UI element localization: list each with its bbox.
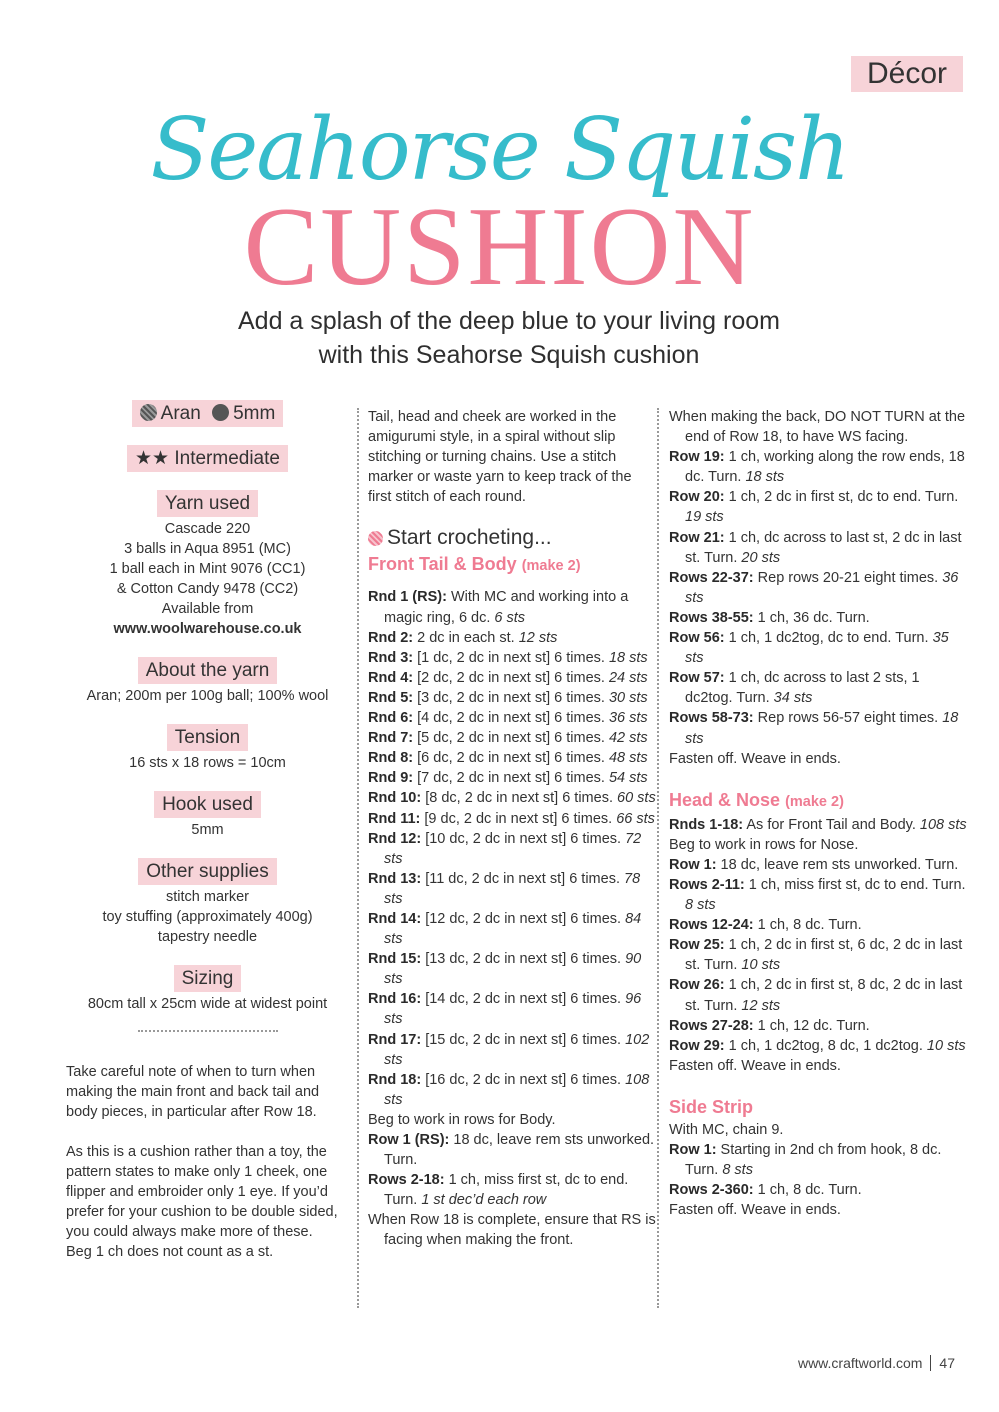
row-key: Row 26: bbox=[669, 977, 725, 994]
pattern-row bbox=[669, 1120, 969, 1140]
pattern-row bbox=[669, 875, 969, 915]
row-key: Rnd 3: bbox=[368, 649, 414, 666]
head-make-count: (make 2) bbox=[785, 793, 844, 810]
supply-item: tapestry needle bbox=[157, 929, 258, 945]
section-tag: Décor bbox=[851, 56, 963, 92]
row-text: With MC, chain 9. bbox=[669, 1121, 784, 1138]
pattern-row bbox=[368, 1070, 658, 1110]
pattern-row bbox=[368, 728, 658, 748]
title-main: CUSHION bbox=[243, 185, 756, 309]
note-1: Take careful note of when to turn when making the main front and back tail and body pieces, in particular after Row 18. bbox=[66, 1064, 320, 1120]
supplies-list bbox=[70, 887, 345, 947]
row-text: 1 ch, dc across to last st, 2 dc in last st. Turn. bbox=[685, 529, 962, 566]
row-key: Rows 58-73: bbox=[669, 710, 754, 727]
yarn-ball-icon bbox=[140, 404, 157, 421]
row-count: 30 sts bbox=[608, 689, 648, 706]
pattern-row bbox=[669, 528, 969, 568]
pattern-row bbox=[669, 815, 969, 835]
title-script: Seahorse Squish bbox=[150, 100, 849, 200]
row-text: [13 dc, 2 dc in next st] 6 times. bbox=[421, 951, 626, 968]
front-make-count: (make 2) bbox=[521, 558, 581, 575]
row-text: Fasten off. Weave in ends. bbox=[669, 1202, 841, 1219]
row-key: Rows 2-360: bbox=[669, 1182, 754, 1199]
start-heading bbox=[368, 525, 658, 551]
pattern-row bbox=[669, 855, 969, 875]
yarn-line: Available from bbox=[161, 601, 254, 617]
yarn-line: & Cotton Candy 9478 (CC2) bbox=[116, 581, 299, 597]
row-text: [14 dc, 2 dc in next st] 6 times. bbox=[421, 991, 626, 1008]
row-text: [1 dc, 2 dc in next st] 6 times. bbox=[413, 649, 609, 666]
yarn-used-label: Yarn used bbox=[157, 490, 258, 517]
row-text: Fasten off. Weave in ends. bbox=[669, 1057, 841, 1074]
row-key: Rnd 4: bbox=[368, 669, 414, 686]
yarn-weight: Aran bbox=[160, 403, 201, 424]
row-key: Rnd 11: bbox=[368, 810, 421, 827]
pattern-row bbox=[669, 749, 969, 769]
row-count: 8 sts bbox=[685, 897, 716, 914]
row-key: Row 19: bbox=[669, 449, 725, 466]
row-key: Rnd 2: bbox=[368, 629, 414, 646]
footer-site[interactable]: www.craftworld.com bbox=[797, 1355, 923, 1371]
row-text: 1 ch, 2 dc in first st, 6 dc, 2 dc in last st. Turn. bbox=[685, 937, 963, 974]
row-count: 90 sts bbox=[384, 951, 642, 988]
row-count: 36 sts bbox=[608, 710, 648, 727]
row-text: 1 ch, working along the row ends, 18 dc. Turn. bbox=[685, 449, 965, 486]
row-key: Rows 38-55: bbox=[669, 609, 754, 626]
row-count: 34 sts bbox=[773, 690, 813, 707]
row-count: 24 sts bbox=[608, 669, 648, 686]
column-divider-1 bbox=[357, 408, 359, 1308]
pattern-row bbox=[669, 708, 969, 748]
row-text: [11 dc, 2 dc in next st] 6 times. bbox=[421, 870, 624, 887]
pattern-row bbox=[669, 568, 969, 608]
notes bbox=[66, 1062, 341, 1262]
row-key: Rnd 5: bbox=[368, 689, 414, 706]
pattern-row bbox=[669, 628, 969, 668]
pattern-row bbox=[669, 915, 969, 935]
supply-item: stitch marker bbox=[166, 889, 249, 905]
hook-icon bbox=[212, 404, 229, 421]
row-key: Rows 22-37: bbox=[669, 569, 754, 586]
page-number: 47 bbox=[939, 1355, 955, 1371]
row-text: Fasten off. Weave in ends. bbox=[669, 750, 841, 767]
row-count: 84 sts bbox=[384, 910, 642, 948]
row-text: 1 ch, 2 dc in first st, 8 dc, 2 dc in last st. Turn. bbox=[685, 977, 963, 1014]
pattern-row bbox=[368, 1210, 658, 1250]
pattern-row bbox=[368, 989, 658, 1029]
pattern-row bbox=[669, 975, 969, 1015]
pattern-row bbox=[368, 1130, 658, 1170]
pattern-row bbox=[669, 935, 969, 975]
yarn-lines bbox=[70, 519, 345, 619]
row-count: 19 sts bbox=[685, 509, 724, 526]
row-text: [7 dc, 2 dc in next st] 6 times. bbox=[413, 770, 609, 787]
row-key: Rnd 16: bbox=[368, 991, 422, 1008]
row-text: Rep rows 56-57 eight times. bbox=[753, 710, 943, 727]
row-text: [16 dc, 2 dc in next st] 6 times. bbox=[421, 1071, 626, 1088]
row-text: 1 ch, 2 dc in first st, dc to end. Turn. bbox=[724, 489, 959, 506]
row-key: Row 20: bbox=[669, 489, 725, 506]
subtitle bbox=[0, 304, 999, 372]
strip-heading: Side Strip bbox=[669, 1096, 754, 1117]
row-text: 1 ch, 36 dc. Turn. bbox=[753, 609, 870, 626]
hook-used-label: Hook used bbox=[154, 791, 261, 818]
row-text: When Row 18 is complete, ensure that RS is facing when making the front. bbox=[368, 1212, 656, 1249]
front-heading-text: Front Tail & Body bbox=[368, 554, 517, 575]
row-count: 18 sts bbox=[745, 469, 785, 486]
row-count: 36 sts bbox=[685, 569, 959, 606]
difficulty-label: ★★ Intermediate bbox=[127, 445, 288, 472]
row-count: 102 sts bbox=[384, 1031, 650, 1068]
row-key: Rnd 7: bbox=[368, 730, 414, 747]
row-key: Row 56: bbox=[669, 630, 725, 647]
head-rows bbox=[669, 815, 969, 1076]
row-count: 12 sts bbox=[741, 997, 781, 1014]
hook-size: 5mm bbox=[233, 403, 276, 424]
pattern-row bbox=[669, 487, 969, 527]
note-2: As this is a cushion rather than a toy, the pattern states to make only 1 cheek, one flipper and embroider only 1 eye. If you’d prefer for your cushion to be double sided, you could always make more of these. bbox=[66, 1144, 338, 1240]
head-heading-text: Head & Nose bbox=[669, 789, 781, 810]
row-text: As for Front Tail and Body. bbox=[743, 816, 920, 833]
row-text: 1 ch, 12 dc. Turn. bbox=[753, 1017, 870, 1034]
row-text: [9 dc, 2 dc in next st] 6 times. bbox=[420, 810, 617, 827]
row-count: 42 sts bbox=[608, 730, 648, 747]
row-count: 18 sts bbox=[608, 649, 648, 666]
row-key: Rnd 1 (RS): bbox=[368, 589, 447, 606]
pattern-row bbox=[368, 768, 658, 788]
subtitle-line-2: with this Seahorse Squish cushion bbox=[318, 341, 700, 369]
pattern-row bbox=[669, 447, 969, 487]
row-text: [12 dc, 2 dc in next st] 6 times. bbox=[421, 910, 626, 927]
row-key: Rnd 6: bbox=[368, 710, 414, 727]
pattern-column-middle bbox=[368, 407, 658, 1251]
row-key: Rnd 13: bbox=[368, 870, 422, 887]
row-text: [6 dc, 2 dc in next st] 6 times. bbox=[413, 750, 609, 767]
row-key: Row 25: bbox=[669, 937, 725, 954]
tension-label: Tension bbox=[167, 724, 249, 751]
pattern-row bbox=[669, 1056, 969, 1076]
yarn-line: 1 ball each in Mint 9076 (CC1) bbox=[109, 561, 306, 577]
pattern-row bbox=[368, 688, 658, 708]
row-count: 78 sts bbox=[384, 870, 641, 907]
row-key: Rnd 9: bbox=[368, 770, 414, 787]
row-text: Beg to work in rows for Body. bbox=[368, 1111, 556, 1128]
pattern-row bbox=[368, 1030, 658, 1070]
back-rows bbox=[669, 407, 969, 769]
row-key: Row 1: bbox=[669, 856, 717, 873]
pattern-row bbox=[669, 1180, 969, 1200]
row-text: Starting in 2nd ch from hook, 8 dc. Turn. bbox=[685, 1142, 942, 1179]
pattern-row bbox=[368, 668, 658, 688]
row-text: 1 ch, 8 dc. Turn. bbox=[753, 1182, 862, 1199]
row-text: [2 dc, 2 dc in next st] 6 times. bbox=[413, 669, 609, 686]
row-count: 48 sts bbox=[608, 750, 648, 767]
row-count: 20 sts bbox=[741, 549, 781, 566]
row-key: Rnds 1-18: bbox=[669, 816, 744, 833]
yarn-url[interactable]: www.woolwarehouse.co.uk bbox=[113, 621, 302, 637]
row-text: 1 ch, miss first st, dc to end. Turn. bbox=[384, 1172, 629, 1209]
head-heading bbox=[669, 787, 969, 815]
pattern-row bbox=[368, 809, 658, 829]
row-key: Rows 12-24: bbox=[669, 917, 754, 934]
row-count: 35 sts bbox=[685, 630, 949, 667]
pattern-row bbox=[669, 608, 969, 628]
row-count: 10 sts bbox=[741, 957, 781, 974]
strip-rows bbox=[669, 1120, 969, 1220]
pattern-row bbox=[368, 1170, 658, 1210]
pattern-row bbox=[368, 587, 658, 627]
row-count: 18 sts bbox=[685, 710, 959, 747]
row-text: [3 dc, 2 dc in next st] 6 times. bbox=[413, 689, 609, 706]
about-yarn-text: Aran; 200m per 100g ball; 100% wool bbox=[86, 688, 329, 704]
subtitle-line-1: Add a splash of the deep blue to your living room bbox=[237, 307, 780, 335]
intro-text: Tail, head and cheek are worked in the amigurumi style, in a spiral without slip stitching or turning chains. Use a stitch marker or waste yarn to keep track of the first stitch of each round. bbox=[368, 409, 632, 506]
row-key: Rnd 12: bbox=[368, 830, 422, 847]
row-text: 1 ch, dc across to last 2 sts, 1 dc2tog. Turn. bbox=[685, 670, 920, 707]
front-heading bbox=[368, 551, 658, 579]
pattern-column-right bbox=[669, 407, 969, 1220]
row-text: [4 dc, 2 dc in next st] 6 times. bbox=[413, 710, 609, 727]
row-count: 108 sts bbox=[384, 1071, 650, 1108]
row-text: 1 ch, miss first st, dc to end. Turn. bbox=[744, 876, 966, 893]
pattern-row bbox=[669, 407, 969, 447]
yarn-hook-label bbox=[132, 400, 284, 427]
sizing-text: 80cm tall x 25cm wide at widest point bbox=[87, 996, 328, 1012]
row-text: 2 dc in each st. bbox=[413, 629, 519, 646]
row-key: Rnd 18: bbox=[368, 1071, 422, 1088]
pattern-row bbox=[368, 788, 658, 808]
row-text: 1 ch, 1 dc2tog, 8 dc, 1 dc2tog. bbox=[724, 1037, 927, 1054]
row-text: Beg to work in rows for Nose. bbox=[669, 836, 859, 853]
row-key: Rows 2-11: bbox=[669, 876, 745, 893]
pattern-row bbox=[368, 949, 658, 989]
row-text: 18 dc, leave rem sts unworked. Turn. bbox=[716, 856, 959, 873]
pattern-row bbox=[669, 1140, 969, 1180]
row-key: Rnd 15: bbox=[368, 951, 422, 968]
row-key: Row 1: bbox=[669, 1142, 717, 1158]
row-text: [15 dc, 2 dc in next st] 6 times. bbox=[421, 1031, 626, 1048]
row-key: Rnd 17: bbox=[368, 1031, 422, 1048]
row-count: 6 sts bbox=[494, 609, 526, 626]
pattern-row bbox=[669, 1200, 969, 1220]
about-yarn-label: About the yarn bbox=[138, 657, 278, 684]
other-supplies-label: Other supplies bbox=[138, 858, 277, 885]
row-text: 1 ch, 8 dc. Turn. bbox=[753, 917, 862, 934]
row-key: Row 1 (RS): bbox=[368, 1132, 450, 1148]
row-text: [5 dc, 2 dc in next st] 6 times. bbox=[413, 730, 609, 747]
yarn-line: 3 balls in Aqua 8951 (MC) bbox=[124, 541, 291, 557]
row-text: 18 dc, leave rem sts unworked. Turn. bbox=[384, 1132, 655, 1169]
note-3: Beg 1 ch does not count as a st. bbox=[66, 1244, 274, 1260]
row-key: Row 29: bbox=[669, 1037, 725, 1054]
start-heading-text: Start crocheting... bbox=[387, 526, 552, 550]
row-text: When making the back, DO NOT TURN at the end of Row 18, to have WS facing. bbox=[669, 409, 966, 446]
pattern-row bbox=[669, 1036, 969, 1056]
pattern-row bbox=[368, 1110, 658, 1130]
sidebar-info bbox=[66, 400, 345, 1262]
row-count: 96 sts bbox=[384, 991, 642, 1028]
row-count: 1 st dec’d each row bbox=[421, 1192, 547, 1209]
row-text: Rep rows 20-21 eight times. bbox=[753, 569, 943, 586]
row-count: 8 sts bbox=[722, 1162, 753, 1179]
pattern-row bbox=[368, 748, 658, 768]
row-count: 12 sts bbox=[518, 629, 558, 646]
row-key: Row 21: bbox=[669, 529, 725, 546]
row-text: With MC and working into a magic ring, 6 dc. bbox=[384, 589, 629, 626]
hook-used-text: 5mm bbox=[191, 822, 224, 838]
tension-text: 16 sts x 18 rows = 10cm bbox=[129, 755, 286, 771]
row-text: [8 dc, 2 dc in next st] 6 times. bbox=[421, 790, 618, 807]
pattern-row bbox=[669, 668, 969, 708]
supply-item: toy stuffing (approximately 400g) bbox=[102, 909, 313, 925]
pattern-row bbox=[368, 648, 658, 668]
row-key: Rows 2-18: bbox=[368, 1172, 445, 1189]
row-count: 108 sts bbox=[919, 816, 967, 833]
row-text: 1 ch, 1 dc2tog, dc to end. Turn. bbox=[724, 630, 933, 647]
row-key: Row 57: bbox=[669, 670, 725, 687]
front-rows bbox=[368, 587, 658, 1250]
yarn-ball-icon bbox=[368, 531, 383, 546]
pattern-row bbox=[368, 869, 658, 909]
row-count: 60 sts bbox=[617, 790, 656, 807]
row-count: 54 sts bbox=[608, 770, 648, 787]
pattern-row bbox=[368, 708, 658, 728]
row-count: 66 sts bbox=[616, 810, 655, 827]
divider bbox=[138, 1030, 278, 1032]
row-count: 72 sts bbox=[384, 830, 642, 867]
pattern-row bbox=[368, 909, 658, 949]
row-text: [10 dc, 2 dc in next st] 6 times. bbox=[421, 830, 626, 847]
row-count: 10 sts bbox=[926, 1037, 966, 1054]
pattern-row bbox=[368, 829, 658, 869]
row-key: Rows 27-28: bbox=[669, 1017, 754, 1034]
row-key: Rnd 10: bbox=[368, 790, 422, 807]
row-key: Rnd 8: bbox=[368, 750, 414, 767]
sizing-label: Sizing bbox=[174, 965, 242, 992]
pattern-row bbox=[669, 835, 969, 855]
pattern-row bbox=[669, 1016, 969, 1036]
footer bbox=[700, 1355, 955, 1371]
pattern-row bbox=[368, 628, 658, 648]
yarn-line: Cascade 220 bbox=[164, 521, 251, 537]
row-key: Rnd 14: bbox=[368, 910, 422, 927]
